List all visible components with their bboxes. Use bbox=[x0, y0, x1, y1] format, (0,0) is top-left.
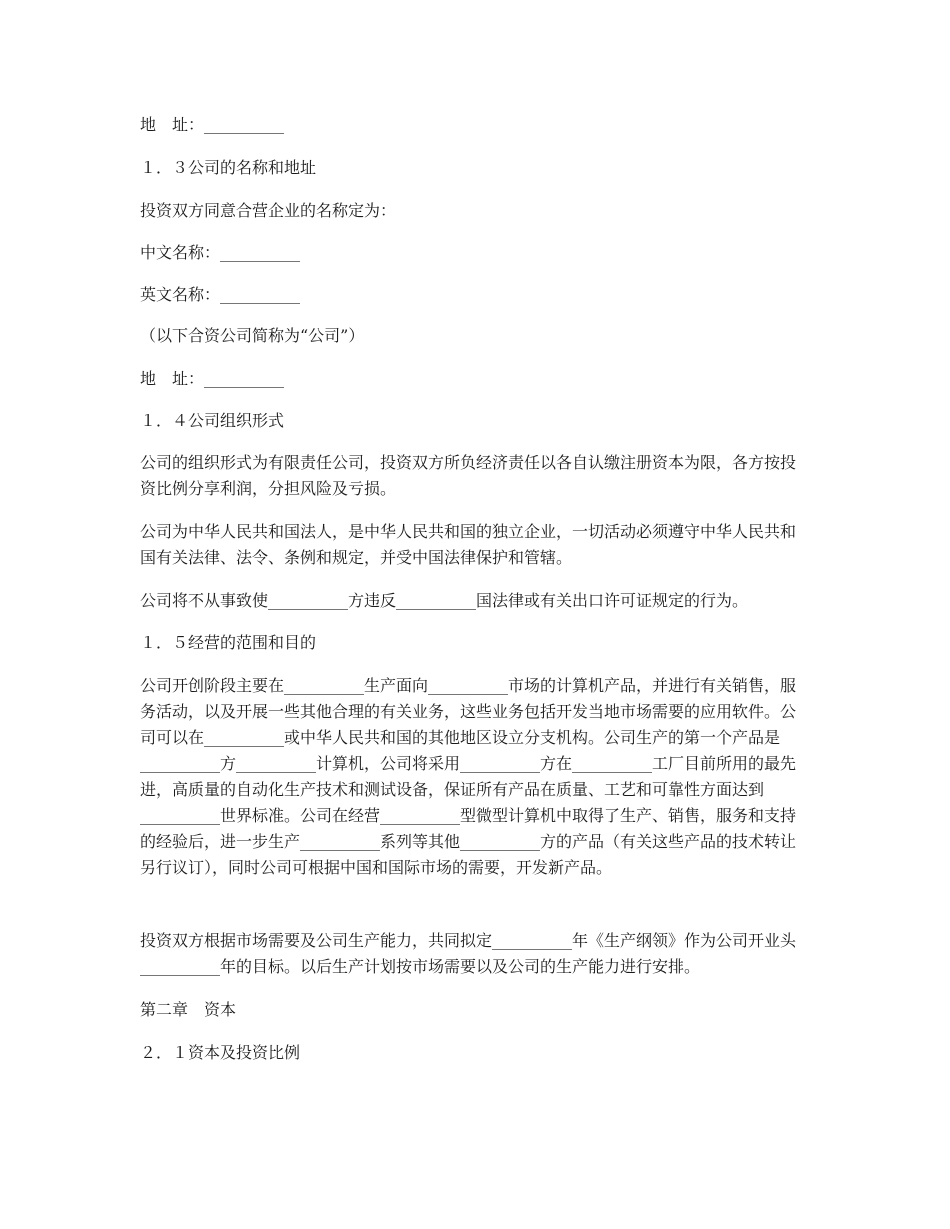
organization-form-paragraph: 公司的组织形式为有限责任公司，投资双方所负经济责任以各自认缴注册资本为限，各方按投资比例分享利润，分担风险及亏损。 bbox=[140, 453, 797, 498]
abbreviation-note: （以下合资公司简称为“公司”） bbox=[140, 326, 365, 345]
chinese-name-line: 中文名称：__________ bbox=[140, 243, 301, 262]
section-heading-1-5: １．５经营的范围和目的 bbox=[140, 633, 317, 652]
section-heading-1-4: １．４公司组织形式 bbox=[140, 411, 285, 430]
chapter-two-heading: 第二章 资本 bbox=[140, 1000, 237, 1019]
address-line-2: 地 址：__________ bbox=[140, 369, 285, 388]
export-compliance-paragraph: 公司将不从事致使__________方违反__________国法律或有关出口许可证规定的行为。 bbox=[140, 591, 749, 610]
section-heading-2-1: ２．１资本及投资比例 bbox=[140, 1043, 301, 1062]
name-agreement-text: 投资双方同意合营企业的名称定为： bbox=[140, 201, 397, 220]
production-plan-paragraph: 投资双方根据市场需要及公司生产能力，共同拟定__________年《生产纲领》作为公司开业头__________年的目标。以后生产计划按市场需要以及公司的生产能力进行安排。 bbox=[140, 931, 797, 976]
business-scope-paragraph: 公司开创阶段主要在__________生产面向__________市场的计算机产品，并进行有关销售，服务活动，以及开展一些其他合理的有关业务，这些业务包括开发当地市场需要的应用软件。公司可以在__________或中华人民共和国的其他地区设立分支机构。公司生产的第一个产品是__________方__________计算机，公司将采用__________方在__________工厂目前所用的最先进，高质量的自动化生产技术和测试设备，保证所有产品在质量、工艺和可靠性方面达到__________世界标准。公司在经营__________型微型计算机中取得了生产、销售，服务和支持的经验后，进一步生产__________系列等其他__________方的产品（有关这些产品的技术转让另行议订），同时公司可根据中国和国际市场的需要，开发新产品。 bbox=[140, 676, 797, 877]
section-heading-1-3: １．３公司的名称和地址 bbox=[140, 158, 317, 177]
english-name-line: 英文名称：__________ bbox=[140, 285, 301, 304]
address-line-1: 地 址：__________ bbox=[140, 115, 285, 134]
legal-person-paragraph: 公司为中华人民共和国法人，是中华人民共和国的独立企业，一切活动必须遵守中华人民共和国有关法律、法令、条例和规定，并受中国法律保护和管辖。 bbox=[140, 522, 797, 567]
